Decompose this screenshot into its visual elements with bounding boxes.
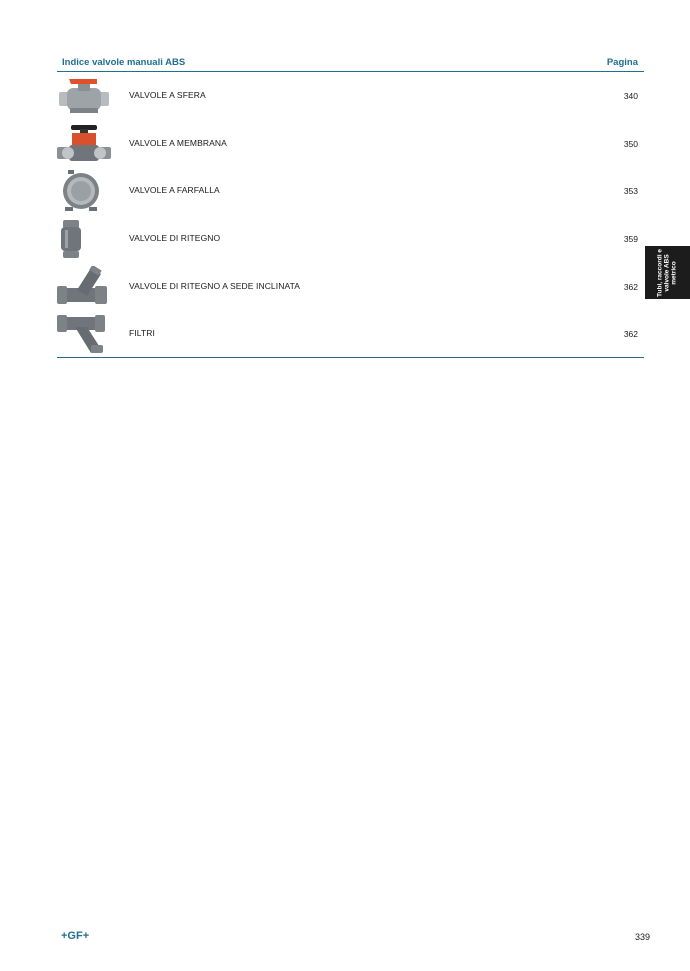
ball-valve-icon — [57, 75, 111, 117]
page-number: 339 — [634, 932, 650, 942]
index-row-page: 359 — [623, 234, 638, 245]
index-row-label: VALVOLE A MEMBRANA — [129, 137, 227, 148]
gf-logo: +GF+ — [61, 930, 90, 942]
butterfly-valve-icon — [57, 170, 111, 212]
index-row-diaphragm-valve[interactable] — [57, 120, 644, 168]
index-row-label: VALVOLE A SFERA — [129, 90, 206, 100]
index-row-page: 362 — [623, 329, 638, 340]
index-list — [57, 72, 644, 358]
index-row-label: VALVOLE A FARFALLA — [129, 185, 220, 196]
inclined-check-valve-icon — [57, 266, 111, 308]
index-row-inclined-check-valve[interactable] — [57, 263, 644, 311]
index-row-filter[interactable] — [57, 310, 644, 358]
index-row-butterfly-valve[interactable] — [57, 167, 644, 215]
bottom-divider — [57, 357, 644, 358]
side-tab-label: Tubi, raccordi e valvole ABS metrico — [656, 249, 678, 297]
index-row-ball-valve[interactable] — [57, 72, 644, 120]
filter-icon — [57, 313, 111, 355]
diaphragm-valve-icon — [57, 123, 111, 165]
check-valve-icon — [57, 218, 111, 260]
index-title: Indice valvole manuali ABS — [62, 57, 186, 68]
index-row-page: 362 — [623, 281, 638, 292]
index-row-page: 340 — [623, 91, 638, 101]
section-side-tab[interactable] — [645, 246, 690, 299]
index-header — [57, 56, 644, 72]
index-row-label: VALVOLE DI RITEGNO — [129, 233, 221, 244]
index-row-label: FILTRI — [129, 328, 155, 339]
index-row-page: 350 — [623, 138, 638, 149]
index-row-check-valve[interactable] — [57, 215, 644, 263]
page-column-label: Pagina — [606, 57, 638, 68]
index-row-label: VALVOLE DI RITEGNO A SEDE INCLINATA — [129, 280, 301, 291]
index-row-page: 353 — [623, 186, 638, 197]
